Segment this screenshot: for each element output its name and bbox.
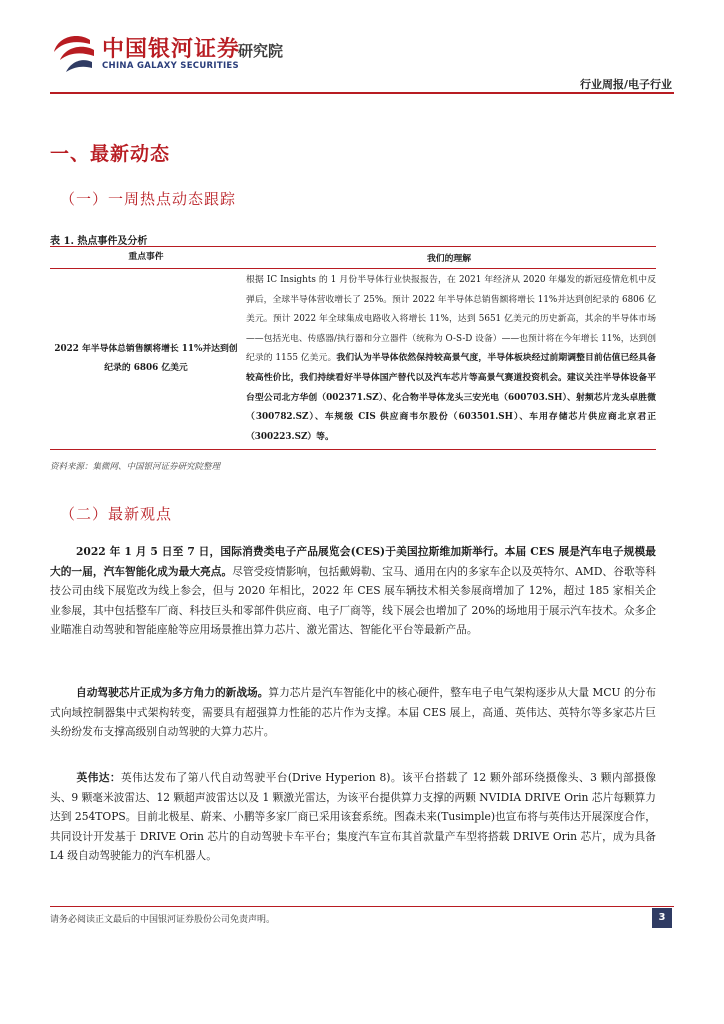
analysis-text: 根据 IC Insights 的 1 月份半导体行业快报报告，在 2021 年经济从 2020 年爆发的新冠疫情危机中反弹后，全球半导体营收增长了 25%。预计 2022 年半导体总销售额将增长 11%并达到创纪录的 6806 亿美元。预计 2022 年全球集成电路收入将增长 11%，达到 5651 亿美元的历史新高，其余的半导体市场——包括光电、传感器/执行器和分立器件（统称为 O-S-D 设备）——也预计将在今年增长 11%，达到创纪录的 1155 亿美元。 — [246, 275, 656, 364]
section-title: 一、最新动态 — [50, 143, 171, 165]
page-number: 3 — [652, 908, 672, 928]
analysis-conclusion: 我们认为半导体依然保持较高景气度，半导体板块经过前期调整目前估值已经具备较高性价比，我们持续看好半导体国产替代以及汽车芯片等高景气赛道投资机会。建议关注半导体设备平台型公司北方华创（002371.SZ）、化合物半导体龙头三安光电（600703.SH）、射频芯片龙头卓胜微（300782.SZ）、车规级 CIS 供应商韦尔股份（603501.SH）、车用存储芯片供应商北京君正（300223.SZ）等。 — [246, 353, 656, 442]
footer-divider — [50, 906, 674, 907]
hot-events-table — [50, 246, 656, 450]
paragraph-chips-body: 算力芯片是汽车智能化中的核心硬件，整车电子电气架构逐步从大量 MCU 的分布式向域控制器集中式架构转变，需要具有超强算力性能的芯片作为支撑。本届 CES 展上，高通、英伟达、英特尔等多家芯片巨头纷纷发布支撑高级别自动驾驶的大算力芯片。 — [50, 686, 657, 738]
table-cell-analysis — [242, 269, 656, 450]
paragraph-nvidia — [50, 768, 656, 866]
paragraph-nvidia-lead: 英伟达： — [76, 771, 121, 784]
report-category: 行业周报/电子行业 — [579, 78, 672, 91]
paragraph-ces — [50, 542, 656, 640]
subsection-title-hot-events: （一）一周热点动态跟踪 — [60, 190, 237, 208]
table-row — [50, 269, 656, 450]
table-header-event: 重点事件 — [50, 247, 242, 269]
paragraph-chips-lead: 自动驾驶芯片正成为多方角力的新战场。 — [76, 686, 269, 699]
paragraph-chips — [50, 683, 656, 742]
table-caption: 表 1. 热点事件及分析 — [50, 236, 148, 247]
table-header-row — [50, 247, 656, 269]
header-divider — [50, 92, 674, 94]
galaxy-logo-icon — [50, 30, 98, 78]
paragraph-ces-body: 尽管受疫情影响，包括戴姆勒、宝马、通用在内的多家车企以及英特尔、AMD、谷歌等科技公司由线下展览改为线上参会，但与 2020 年相比，2022 年 CES 展车辆技术相关参展商增加了 12%，超过 185 家相关企业参展，其中包括整车厂商、科技巨头和零部件供应商、电子厂商等，线下展会也增加了 20%的场地用于展示汽车技术。众多企业瞄准自动驾驶和智能座舱等应用场景推出算力芯片、激光雷达、智能化平台等最新产品。 — [50, 564, 656, 636]
subsection-title-latest-views: （二）最新观点 — [60, 505, 173, 523]
table-cell-event: 2022 年半导体总销售额将增长 11%并达到创纪录的 6806 亿美元 — [50, 269, 242, 450]
logo-english-name: CHINA GALAXY SECURITIES — [102, 61, 239, 71]
logo-institute: 研究院 — [238, 42, 284, 60]
footer-disclaimer: 请务必阅读正文最后的中国银河证券股份公司免责声明。 — [50, 915, 276, 925]
paragraph-nvidia-body: 英伟达发布了第八代自动驾驶平台(Drive Hyperion 8)。该平台搭载了 12 颗外部环绕摄像头、3 颗内部摄像头、9 颗毫米波雷达、12 颗超声波雷达以及 1 颗激光雷达，为该平台提供算力支撑的两颗 NVIDIA DRIVE Orin 芯片每颗算力达到 254TOPS。目前北极星、蔚来、小鹏等多家厂商已采用该套系统。图森未来(Tusimple)也宣布将与英伟达开展深度合作，共同设计开发基于 DRIVE Orin 芯片的自动驾驶卡车平台；集度汽车宣布其首款量产车型将搭载 DRIVE Orin 芯片，成为具备 L4 级自动驾驶能力的汽车机器人。 — [50, 771, 656, 862]
paragraph-ces-lead: 2022 年 1 月 5 日至 7 日，国际消费类电子产品展览会(CES)于美国拉斯维加斯举行。本届 CES 展是汽车电子规模最大的一届，汽车智能化成为最大亮点。 — [50, 545, 656, 578]
company-logo — [50, 28, 310, 78]
table-source: 资料来源：集微网、中国银河证券研究院整理 — [50, 462, 221, 472]
table-header-analysis: 我们的理解 — [242, 247, 656, 269]
logo-chinese-name: 中国银河证券 — [102, 37, 241, 62]
